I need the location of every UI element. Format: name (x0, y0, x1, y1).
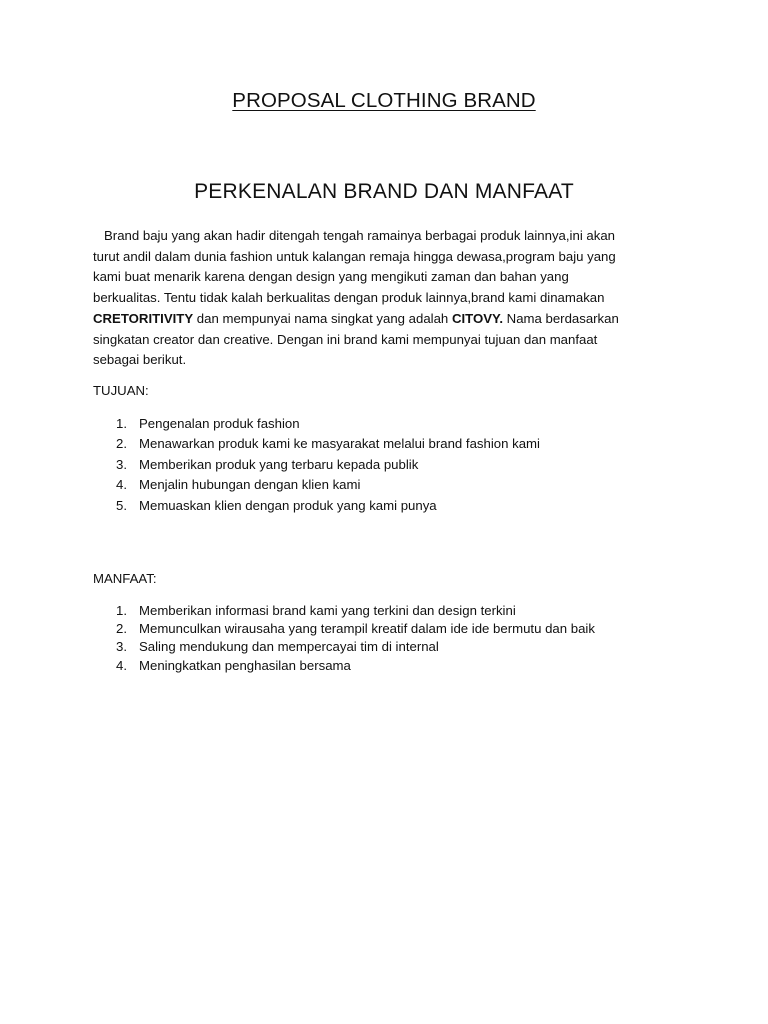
intro-line (93, 226, 668, 247)
item-text: Memberikan informasi brand kami yang terkini dan design terkini (139, 603, 516, 618)
intro-text: Nama berdasarkan (503, 310, 619, 326)
item-text: Menawarkan produk kami ke masyarakat melalui brand fashion kami (139, 436, 540, 452)
item-text: Memberikan produk yang terbaru kepada publik (139, 456, 419, 472)
intro-text: Brand baju yang akan hadir ditengah tengah ramainya berbagai produk lainnya,ini akan (104, 228, 616, 243)
section-heading: PERKENALAN BRAND DAN MANFAAT (194, 180, 574, 203)
intro-text: dan mempunyai nama singkat yang adalah (193, 310, 452, 326)
list-item (93, 434, 540, 454)
item-text: Memunculkan wirausaha yang terampil kreatif dalam ide ide bermutu dan baik (139, 621, 595, 637)
item-text: Memuaskan klien dengan produk yang kami punya (139, 497, 437, 513)
list-item (93, 620, 595, 638)
document-title: PROPOSAL CLOTHING BRAND (232, 89, 536, 112)
brand-short-name: CITOVY. (451, 310, 503, 326)
item-number: 3. (116, 456, 127, 472)
intro-line: sebagai berikut. (93, 352, 187, 368)
list-item (93, 602, 595, 620)
list-item (93, 475, 540, 495)
list-item (93, 657, 595, 675)
item-number: 2. (116, 436, 127, 452)
manfaat-label: MANFAAT: (93, 571, 157, 586)
item-number: 4. (116, 477, 127, 493)
list-item (93, 638, 595, 656)
tujuan-label: TUJUAN: (93, 383, 149, 398)
brand-name: CRETORITIVITY (93, 310, 194, 326)
manfaat-list (93, 602, 595, 675)
item-number: 1. (116, 416, 127, 431)
item-number: 2. (116, 621, 127, 637)
item-number: 3. (116, 639, 127, 655)
item-number: 5. (116, 497, 127, 513)
intro-line (93, 309, 668, 330)
item-text: Menjalin hubungan dengan klien kami (139, 477, 361, 493)
item-text: Saling mendukung dan mempercayai tim di internal (139, 639, 439, 655)
intro-line: singkatan creator dan creative. Dengan ini brand kami mempunyai tujuan dan manfaat (93, 331, 598, 347)
list-item (93, 414, 540, 434)
intro-paragraph (93, 226, 668, 371)
item-text: Pengenalan produk fashion (139, 416, 300, 431)
item-number: 1. (116, 603, 127, 618)
list-item (93, 496, 540, 516)
intro-line: turut andil dalam dunia fashion untuk kalangan remaja hingga dewasa,program baju yang (93, 248, 616, 264)
tujuan-list (93, 414, 540, 516)
list-item (93, 455, 540, 475)
intro-line: berkualitas. Tentu tidak kalah berkualitas dengan produk lainnya,brand kami dinamakan (93, 290, 605, 306)
item-number: 4. (116, 657, 127, 673)
intro-line: kami buat menarik karena dengan design yang mengikuti zaman dan bahan yang (93, 269, 569, 285)
item-text: Meningkatkan penghasilan bersama (139, 657, 351, 673)
